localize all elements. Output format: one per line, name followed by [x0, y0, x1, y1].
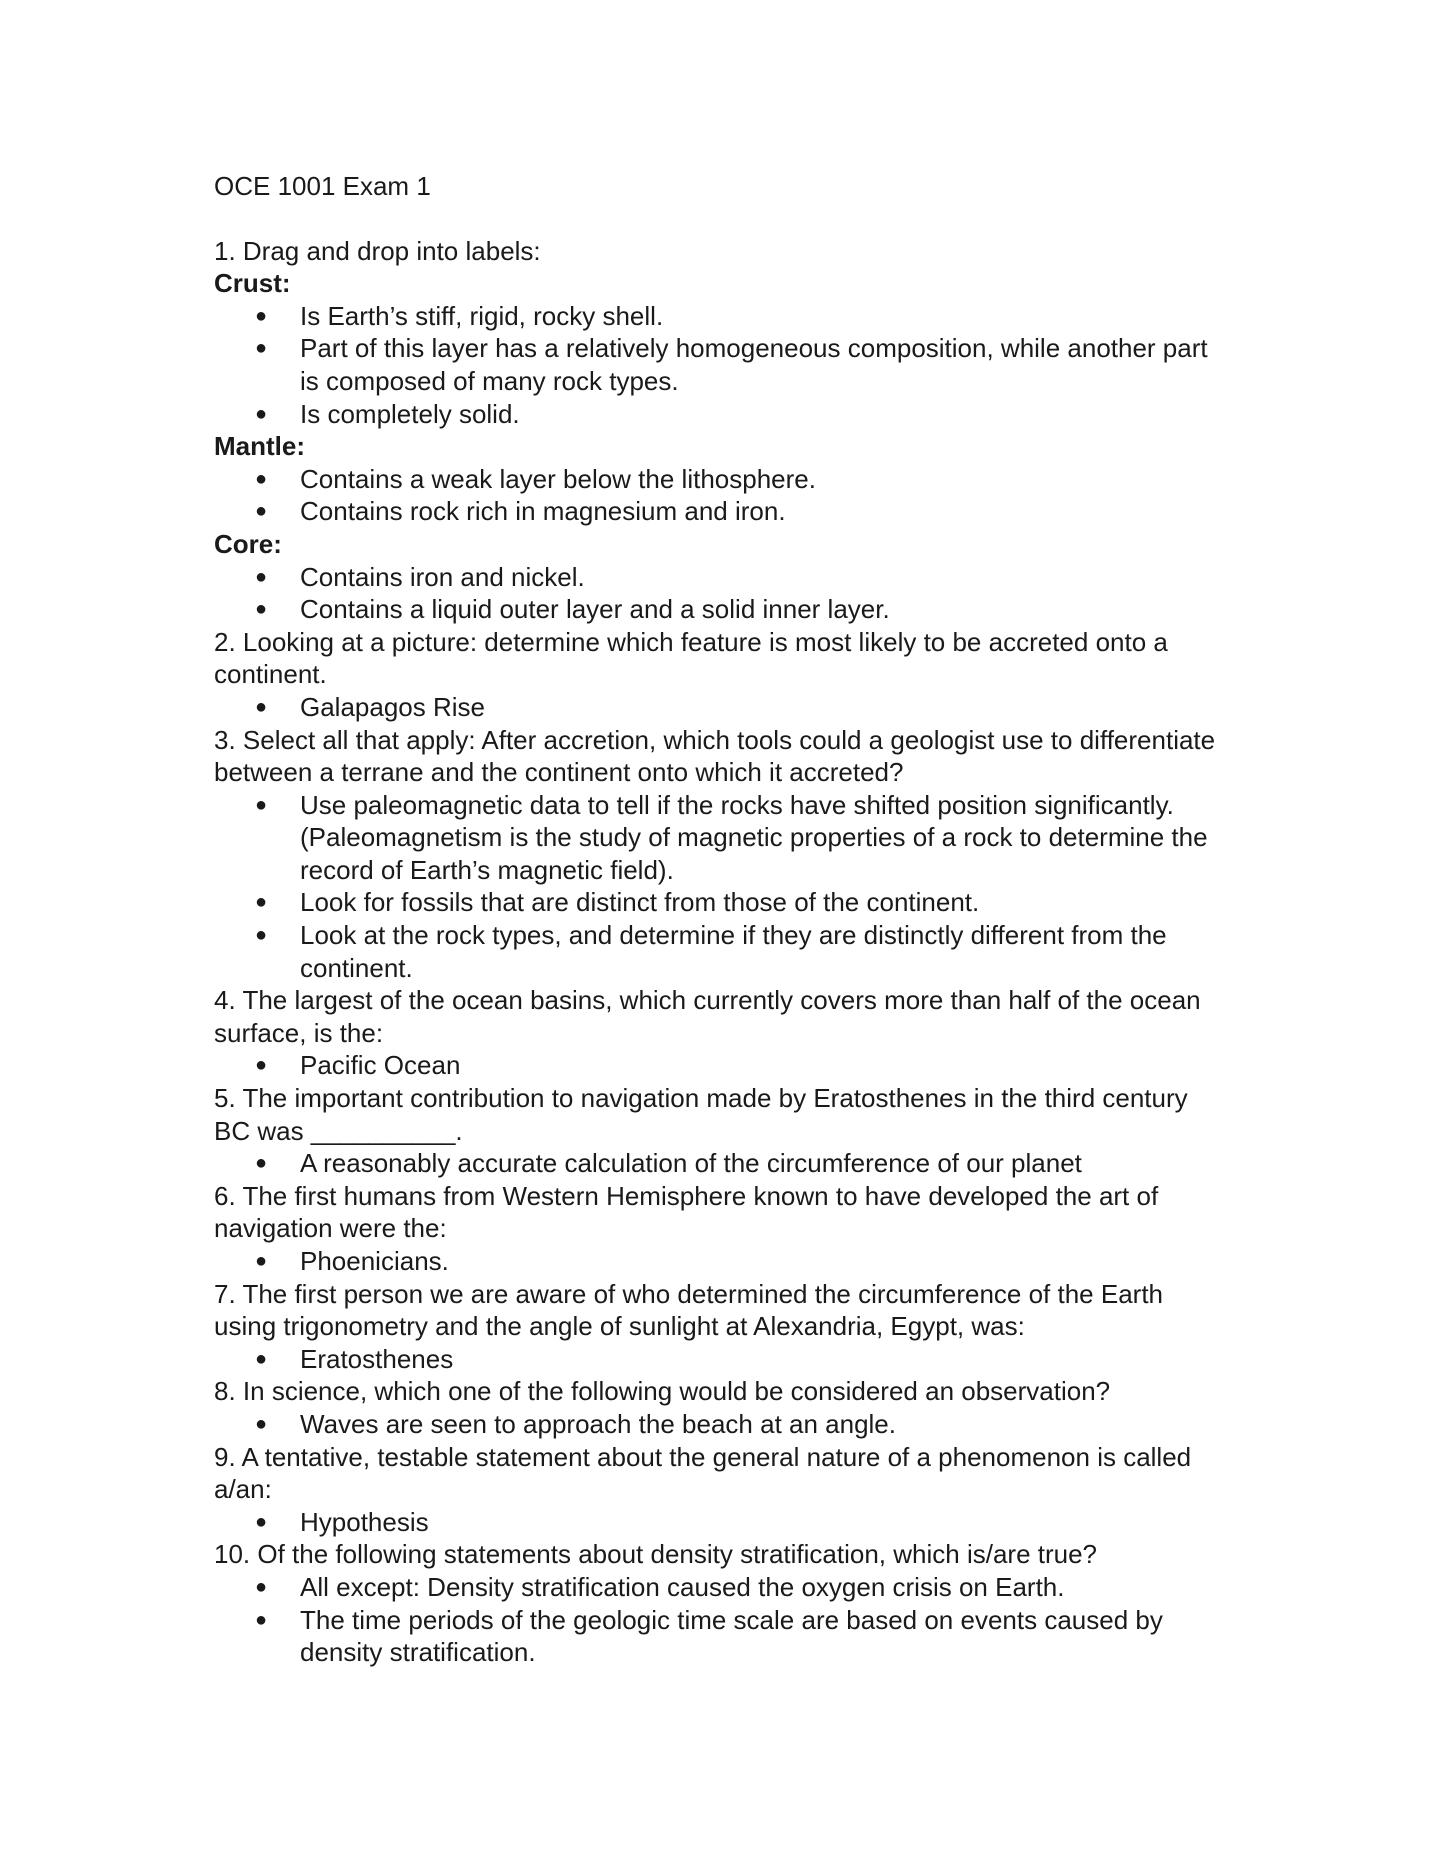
- question-prompt: 6. The first humans from Western Hemisphere known to have developed the art of navigation were the:: [214, 1180, 1159, 1244]
- answer-list: [214, 1049, 1226, 1082]
- bullet-icon: ●: [255, 402, 268, 425]
- bullet-icon: ●: [255, 695, 268, 718]
- question-8: [214, 1375, 1226, 1440]
- question-7: [214, 1278, 1226, 1376]
- list-item: [255, 463, 1226, 496]
- question-2: [214, 626, 1226, 724]
- answer-text: Look for fossils that are distinct from those of the continent.: [300, 887, 980, 918]
- bullet-icon: ●: [255, 1347, 268, 1370]
- bullet-icon: ●: [255, 337, 268, 360]
- list-item-text: Contains iron and nickel.: [300, 561, 585, 592]
- bullet-icon: ●: [255, 598, 268, 621]
- question-prompt: 2. Looking at a picture: determine which feature is most likely to be accreted onto a continent.: [214, 626, 1168, 690]
- answer-list: [214, 1147, 1226, 1180]
- list-item-text: Is Earth’s stiff, rigid, rocky shell.: [300, 300, 664, 331]
- list-item: [255, 495, 1226, 528]
- document-title: OCE 1001 Exam 1: [214, 171, 431, 201]
- bullet-icon: ●: [255, 1152, 268, 1175]
- answer-text: Waves are seen to approach the beach at an angle.: [300, 1408, 896, 1439]
- bullet-icon: ●: [255, 924, 268, 947]
- bullet-icon: ●: [255, 1054, 268, 1077]
- answer-text: Galapagos Rise: [300, 691, 485, 722]
- question-prompt: 8. In science, which one of the following would be considered an observation?: [214, 1376, 1111, 1407]
- section-heading-mantle: Mantle:: [214, 431, 305, 462]
- crust-list: [214, 300, 1226, 430]
- answer-list: [214, 1343, 1226, 1376]
- question-prompt: 7. The first person we are aware of who determined the circumference of the Earth using trigonometry and the angle of sunlight at Alexandria, Egypt, was:: [214, 1278, 1163, 1342]
- section-heading-crust: Crust:: [214, 268, 291, 299]
- list-item: [255, 593, 1226, 626]
- list-item-text: Is completely solid.: [300, 398, 520, 429]
- list-item: [255, 1245, 1226, 1278]
- question-5: [214, 1082, 1226, 1180]
- question-4: [214, 984, 1226, 1082]
- list-item: [255, 561, 1226, 594]
- core-list: [214, 561, 1226, 626]
- list-item: [255, 1506, 1226, 1539]
- answer-list: [214, 691, 1226, 724]
- answer-text: A reasonably accurate calculation of the circumference of our planet: [300, 1148, 1082, 1179]
- list-item: [255, 1147, 1226, 1180]
- bullet-icon: ●: [255, 467, 268, 490]
- question-prompt: 9. A tentative, testable statement about the general nature of a phenomenon is called a/an:: [214, 1441, 1192, 1505]
- answer-list: [214, 1408, 1226, 1441]
- list-item: [255, 691, 1226, 724]
- bullet-icon: ●: [255, 891, 268, 914]
- answer-text: Phoenicians.: [300, 1246, 449, 1276]
- answer-text: Pacific Ocean: [300, 1050, 461, 1081]
- question-1: [214, 235, 1226, 626]
- bullet-icon: ●: [255, 1510, 268, 1533]
- section-heading-core: Core:: [214, 528, 282, 559]
- question-3: [214, 724, 1226, 985]
- list-item: [255, 1049, 1226, 1082]
- answer-text: Eratosthenes: [300, 1343, 454, 1374]
- answer-list: [214, 1571, 1226, 1669]
- answer-text: The time periods of the geologic time scale are based on events caused by density stratification.: [300, 1604, 1163, 1668]
- list-item: [255, 1571, 1226, 1604]
- list-item-text: Contains a liquid outer layer and a solid inner layer.: [300, 594, 890, 625]
- list-item: [255, 886, 1226, 919]
- list-item: [255, 398, 1226, 431]
- question-prompt: 10. Of the following statements about density stratification, which is/are true?: [214, 1539, 1098, 1570]
- list-item: [255, 1604, 1226, 1669]
- list-item: [255, 300, 1226, 333]
- answer-text: All except: Density stratification caused the oxygen crisis on Earth.: [300, 1571, 1065, 1602]
- question-prompt: 5. The important contribution to navigation made by Eratosthenes in the third century BC was __________.: [214, 1083, 1188, 1146]
- list-item: [255, 789, 1226, 887]
- bullet-icon: ●: [255, 1412, 268, 1435]
- answer-list: [214, 1245, 1226, 1278]
- bullet-icon: ●: [255, 565, 268, 588]
- answer-list: [214, 789, 1226, 985]
- bullet-icon: ●: [255, 304, 268, 327]
- list-item: [255, 1343, 1226, 1376]
- bullet-icon: ●: [255, 500, 268, 523]
- question-prompt: 3. Select all that apply: After accretion, which tools could a geologist use to differentiate between a terrane and the continent onto which it accreted?: [214, 724, 1216, 788]
- question-9: [214, 1441, 1226, 1539]
- list-item: [255, 1408, 1226, 1441]
- list-item-text: Contains rock rich in magnesium and iron.: [300, 496, 786, 527]
- mantle-list: [214, 463, 1226, 528]
- bullet-icon: ●: [255, 1250, 268, 1272]
- bullet-icon: ●: [255, 1608, 268, 1631]
- bullet-icon: ●: [255, 793, 268, 816]
- list-item-text: Contains a weak layer below the lithosphere.: [300, 463, 816, 494]
- answer-text: Look at the rock types, and determine if they are distinctly different from the continent.: [300, 920, 1167, 983]
- answer-list: [214, 1506, 1226, 1539]
- list-item: [255, 919, 1226, 984]
- list-item: [255, 332, 1226, 397]
- answer-text: Use paleomagnetic data to tell if the rocks have shifted position significantly. (Paleomagnetism is the study of magnetic properties of a rock to determine the record of Earth’s magnetic field).: [300, 789, 1208, 885]
- question-prompt: 1. Drag and drop into labels:: [214, 235, 541, 266]
- answer-text: Hypothesis: [300, 1506, 429, 1537]
- list-item-text: Part of this layer has a relatively homogeneous composition, while another part is composed of many rock types.: [300, 333, 1208, 396]
- question-prompt: 4. The largest of the ocean basins, which currently covers more than half of the ocean surface, is the:: [214, 985, 1201, 1048]
- question-6: [214, 1180, 1226, 1278]
- question-10: [214, 1538, 1226, 1668]
- bullet-icon: ●: [255, 1575, 268, 1598]
